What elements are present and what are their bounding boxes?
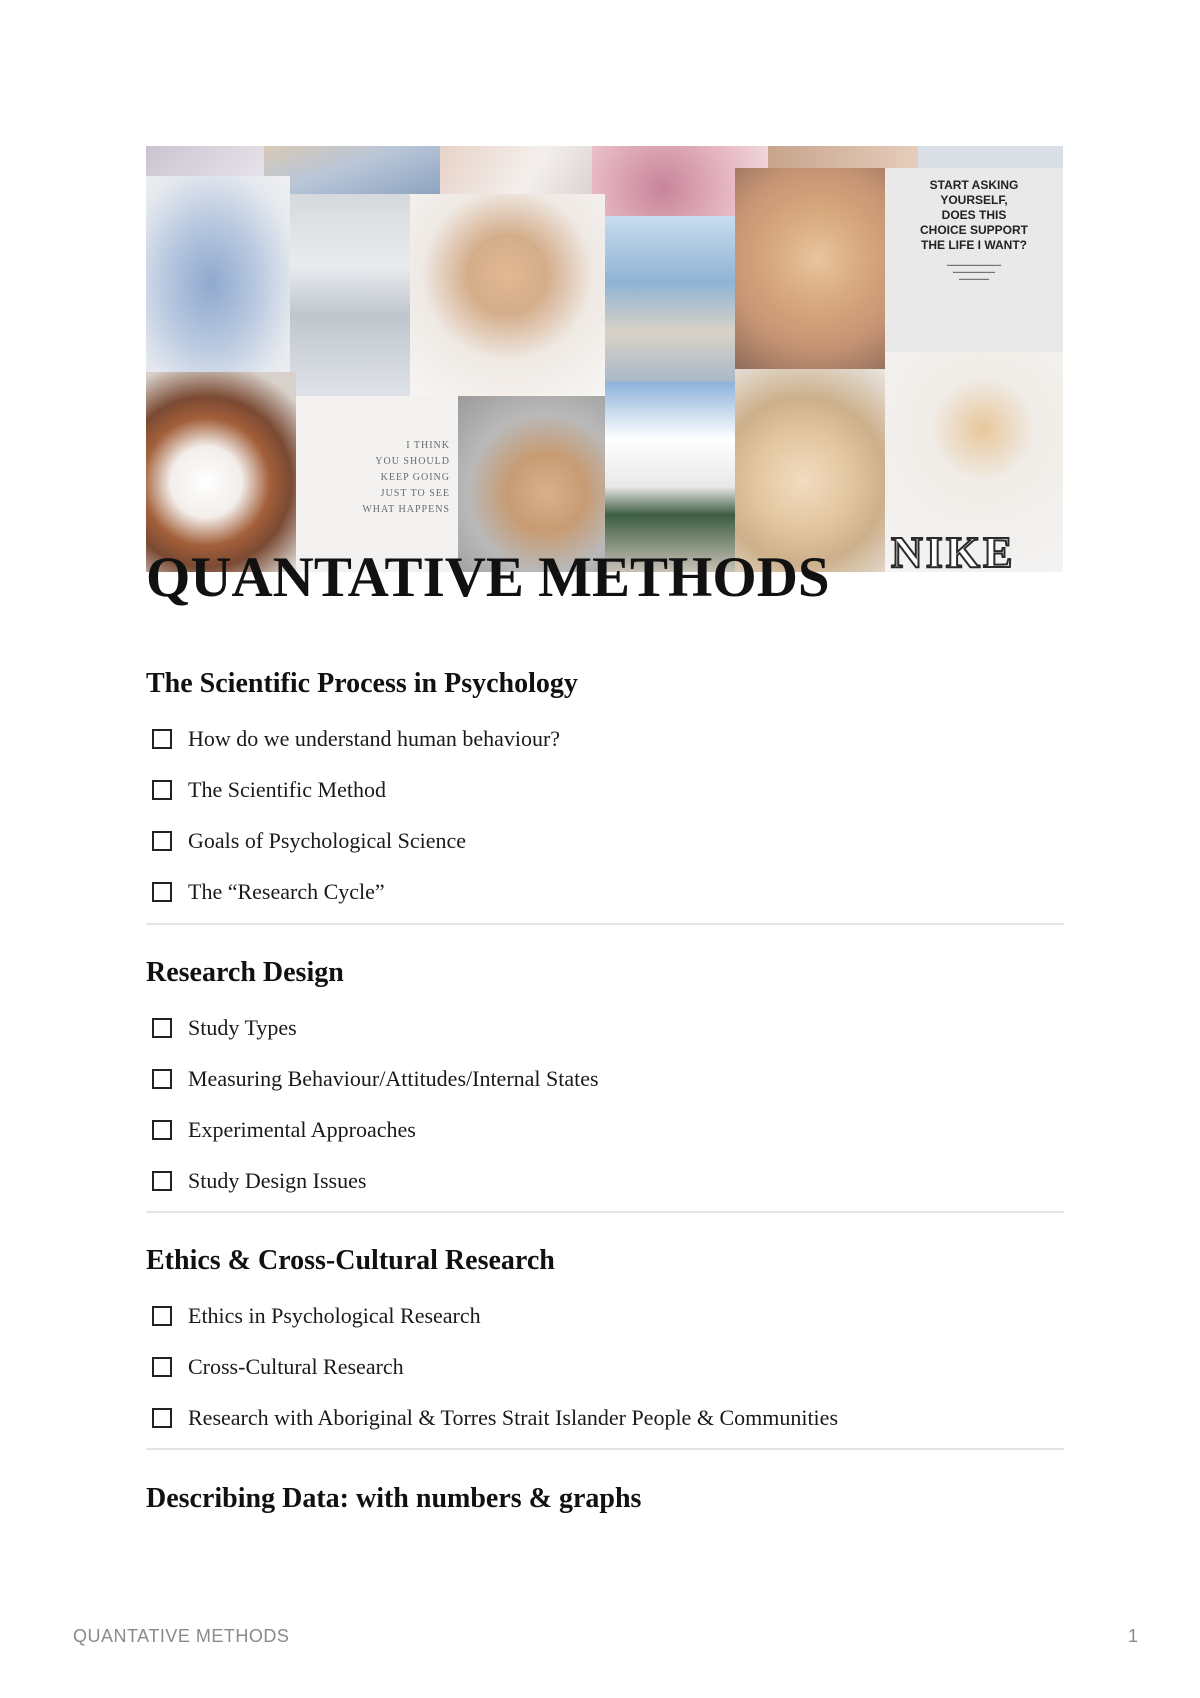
todo-list	[146, 713, 1064, 917]
todo-label: Study Design Issues	[188, 1167, 367, 1193]
todo-item	[146, 1290, 1064, 1341]
collage-photo-bedroom	[290, 194, 410, 396]
todo-item	[146, 815, 1064, 866]
todo-label: How do we understand human behaviour?	[188, 725, 561, 751]
todo-checkbox[interactable]	[152, 1306, 172, 1326]
collage-quote-card	[885, 168, 1063, 352]
section-divider	[146, 923, 1064, 925]
section-divider	[146, 1448, 1064, 1450]
section-divider	[146, 1211, 1064, 1213]
todo-list	[146, 1290, 1064, 1443]
todo-checkbox[interactable]	[152, 1018, 172, 1038]
todo-item	[146, 1104, 1064, 1155]
nike-logo-text: NIKE	[891, 528, 1016, 572]
collage-photo-couple-bed	[410, 194, 605, 396]
section-heading: The Scientific Process in Psychology	[146, 668, 578, 699]
page-title: QUANTATIVE METHODS	[146, 546, 830, 609]
section-heading: Describing Data: with numbers & graphs	[146, 1483, 642, 1514]
collage-photo-sky	[918, 146, 1063, 168]
todo-checkbox[interactable]	[152, 1171, 172, 1191]
collage-photo-kiss	[735, 168, 885, 369]
todo-item	[146, 866, 1064, 917]
todo-checkbox[interactable]	[152, 831, 172, 851]
todo-checkbox[interactable]	[152, 1120, 172, 1140]
section-scientific-process	[146, 667, 1064, 917]
footer-document-title: QUANTATIVE METHODS	[73, 1626, 290, 1646]
todo-item	[146, 1002, 1064, 1053]
cover-collage	[146, 146, 1063, 572]
section-research-design	[146, 956, 1064, 1206]
todo-label: The “Research Cycle”	[188, 878, 385, 904]
todo-label: Research with Aboriginal & Torres Strait Islander People & Communities	[188, 1404, 838, 1430]
collage-photo-puppy-brown	[146, 372, 296, 572]
todo-label: Ethics in Psychological Research	[188, 1302, 481, 1328]
todo-label: Measuring Behaviour/Attitudes/Internal States	[188, 1065, 599, 1091]
todo-checkbox[interactable]	[152, 729, 172, 749]
todo-item	[146, 1155, 1064, 1206]
collage-photo-knit-bag	[146, 176, 290, 372]
collage-photo-golden-puppy	[735, 369, 885, 572]
collage-photo-white-house	[605, 382, 735, 572]
todo-item	[146, 1392, 1064, 1443]
section-ethics	[146, 1244, 1064, 1443]
todo-list	[146, 1002, 1064, 1206]
todo-item	[146, 1053, 1064, 1104]
todo-checkbox[interactable]	[152, 1408, 172, 1428]
todo-label: Experimental Approaches	[188, 1116, 416, 1142]
collage-photo-denim	[264, 146, 440, 194]
todo-item	[146, 713, 1064, 764]
quote-card-fine-print: ━━━━━━━━━━━━━━━━━━ ━━━━━━━━━━━━━━ ━━━━━━━━━━	[946, 263, 1002, 283]
footer-page-number: 1	[1127, 1626, 1138, 1646]
todo-item	[146, 764, 1064, 815]
collage-photo-hands	[768, 146, 918, 168]
collage-photo-nike-sweatshirt	[885, 352, 1063, 572]
todo-label: Goals of Psychological Science	[188, 827, 466, 853]
todo-checkbox[interactable]	[152, 780, 172, 800]
section-describing-data	[146, 1482, 1064, 1516]
todo-label: Study Types	[188, 1014, 297, 1040]
section-heading: Research Design	[146, 957, 344, 988]
todo-label: Cross-Cultural Research	[188, 1353, 404, 1379]
todo-checkbox[interactable]	[152, 1069, 172, 1089]
section-heading: Ethics & Cross-Cultural Research	[146, 1245, 555, 1276]
quote-card-heading: START ASKING YOURSELF, DOES THIS CHOICE SUPPORT THE LIFE I WANT?	[919, 178, 1028, 252]
collage-photo-fabric	[146, 146, 264, 176]
collage-photo-beach-window	[605, 216, 735, 382]
collage-photo-lace	[440, 146, 592, 194]
todo-checkbox[interactable]	[152, 1357, 172, 1377]
todo-label: The Scientific Method	[188, 776, 386, 802]
todo-item	[146, 1341, 1064, 1392]
quote-light-text: I THINK YOU SHOULD KEEP GOING JUST TO SEE WHAT HAPPENS	[362, 440, 450, 515]
todo-checkbox[interactable]	[152, 882, 172, 902]
